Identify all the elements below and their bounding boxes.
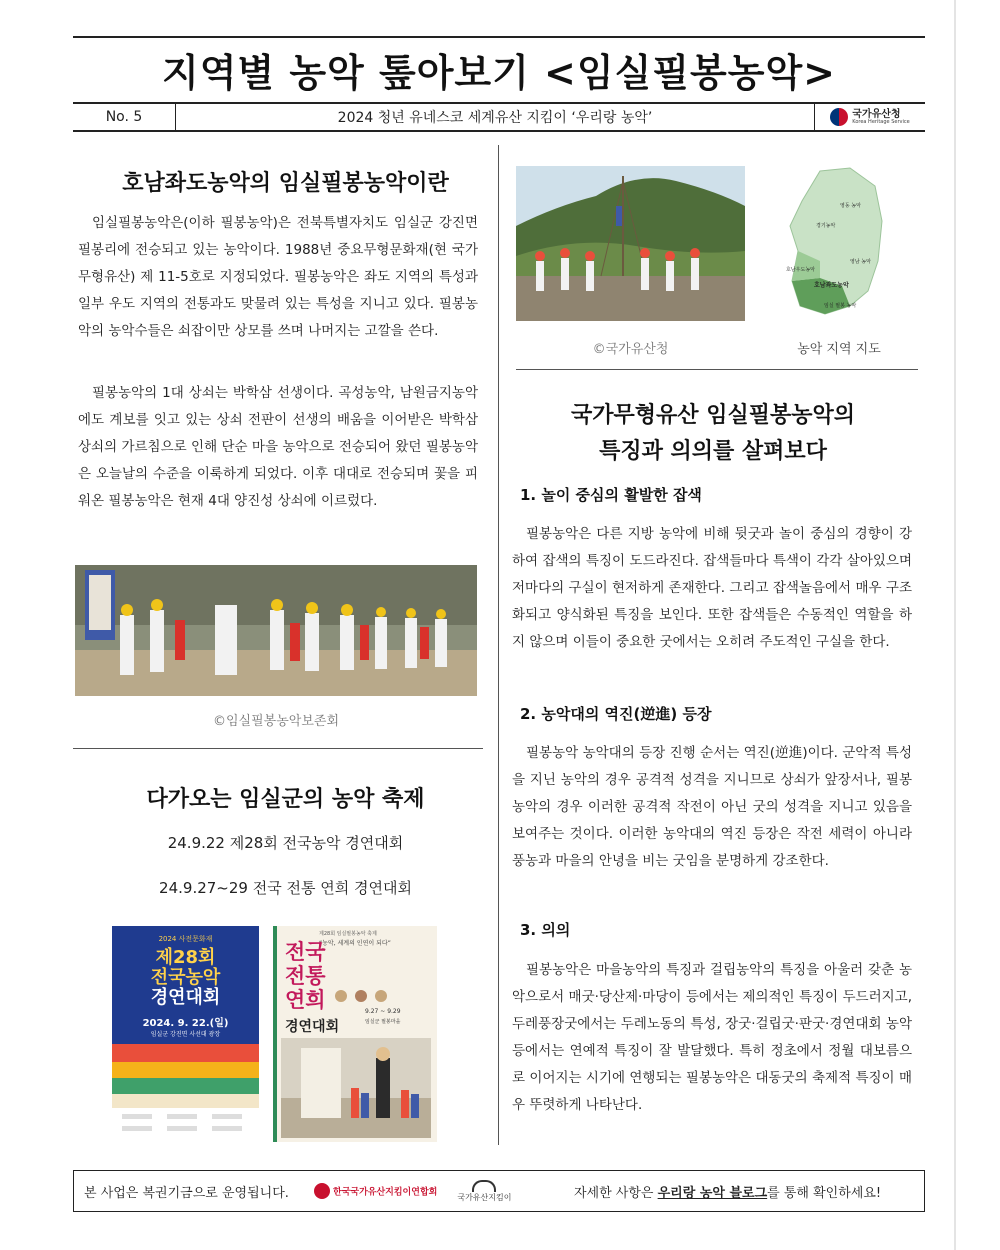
right-section-rule xyxy=(516,369,918,370)
map-label-yeongdong: 영동 농악 xyxy=(840,203,861,209)
footer-funding-note: 본 사업은 복권기금으로 운영됩니다. xyxy=(84,1185,289,1201)
poster2-title-4: 경연대회 xyxy=(285,1019,340,1035)
section-title-features-line-1: 국가무형유산 임실필봉농악의 xyxy=(571,403,855,428)
map-label-imsil-pilbong: 임실 필봉 농악 xyxy=(824,303,857,309)
section-title-features xyxy=(508,398,918,470)
festival-item-1: 24.9.22 제28회 전국농악 경연대회 xyxy=(167,834,404,852)
top-rule xyxy=(73,36,925,38)
page-edge xyxy=(954,0,956,1250)
poster-traditional-performance-contest xyxy=(273,926,437,1142)
poster1-illustration xyxy=(112,1044,259,1142)
footer-logos xyxy=(314,1180,564,1203)
section-title-features-line-2: 특징과 의의를 살펴보다 xyxy=(599,439,827,464)
poster1-date: 2024. 9. 22.(일) xyxy=(142,1018,229,1029)
map-caption: 농악 지역 지도 xyxy=(797,342,881,357)
column-divider xyxy=(498,145,499,1145)
map-label-honam-udo: 호남우도농악 xyxy=(786,267,815,273)
guardian-emblem-icon xyxy=(472,1180,496,1192)
poster2-title-3: 연희 xyxy=(285,988,326,1012)
series-title: 2024 청년 유네스코 세계유산 지킴이 ‘우리랑 농악’ xyxy=(337,110,653,126)
logo-english: Korea Heritage Service xyxy=(852,118,910,125)
feature-paragraph-1: 필봉농악은 다른 지방 농악에 비해 뒷굿과 놀이 중심의 경향이 강하여 잡색의 특징이 도드라진다. 잡색들마다 특색이 각각 살아있으며 저마다의 구실이 현저하게 존재한다. 그리고 잡색놀음에서 매우 구조화되고 양식화된 특징을 보인다. 또한 잡색들은 수동적인 역할을 하지 않으며 이들이 중요한 굿에서는 오히려 주도적인 구실을 한다. xyxy=(512,526,912,650)
performance-photo-left xyxy=(75,565,477,696)
left-section-rule xyxy=(73,748,483,749)
poster1-place: 임실군 강진면 사선대 광장 xyxy=(150,1031,221,1038)
poster2-date: 9.27 ~ 9.29 xyxy=(365,1008,401,1015)
poster2-title-1: 전국 xyxy=(285,940,326,964)
logo-korean: 국가유산청 xyxy=(852,108,901,120)
poster2-place: 임실군 필봉마을 xyxy=(365,1019,401,1025)
feature-paragraph-3: 필봉농악은 마을농악의 특징과 걸립농악의 특징을 아울러 갖춘 농악으로서 매굿·당산제·마당이 등에서는 제의적인 특징이 두드러지고, 두레풍장굿에서는 두레노동의 특성, 장굿·걸립굿·판굿·경연대회 농악 등에서는 연예적 특징이 잘 발달했다. 특히 정초에서 정월 대보름으로 이어지는 시기에 연행되는 필봉농악은 대동굿의 축제적 특징이 매우 뚜렷하게 나타난다. xyxy=(512,962,912,1113)
poster2-title-2: 전통 xyxy=(285,964,326,988)
section-title-festival: 다가오는 임실군의 농악 축제 xyxy=(146,787,425,812)
map-label-gyeonggi: 경기농악 xyxy=(816,223,836,229)
page-title: 지역별 농악 톺아보기 <임실필봉농악> xyxy=(162,51,836,95)
poster1-title-2: 전국농악 xyxy=(150,967,221,988)
poster2-illustration xyxy=(281,1038,431,1138)
info-bar xyxy=(73,102,925,132)
photo-caption-right: ©국가유산청 xyxy=(592,342,669,357)
blog-link[interactable]: 우리랑 농악 블로그 xyxy=(657,1185,768,1201)
poster-national-nongak-contest xyxy=(112,926,259,1142)
taegeuk-icon xyxy=(830,108,848,126)
poster1-title-3: 경연대회 xyxy=(150,987,221,1008)
poster2-top-text: 제28회 임실필봉농악 축제 xyxy=(319,931,377,937)
subheading-2: 2. 농악대의 역진(逆進) 등장 xyxy=(520,705,712,723)
photo-caption-left: ©임실필봉농악보존회 xyxy=(212,714,340,729)
nongak-region-map xyxy=(780,166,898,321)
footer-blog-note: 자세한 사항은 우리랑 농악 블로그를 통해 확인하세요! xyxy=(574,1185,882,1201)
subheading-3: 3. 의의 xyxy=(520,921,571,939)
heritage-guardian-logo: 국가유산지킴이 xyxy=(457,1180,511,1203)
map-label-honam-jwado: 호남좌도농악 xyxy=(814,282,849,289)
heritage-service-logo xyxy=(814,104,925,130)
map-label-yeongnam: 영남 농악 xyxy=(850,259,871,265)
poster1-top-text: 2024 사전문화재 xyxy=(158,935,213,943)
subheading-1: 1. 놀이 중심의 활발한 잡색 xyxy=(520,486,702,504)
section-title-intro: 호남좌도농악의 임실필봉농악이란 xyxy=(122,171,449,196)
feature-paragraph-2: 필봉농악 농악대의 등장 진행 순서는 역진(逆進)이다. 군악적 특성을 지닌 농악의 경우 공격적 성격을 지니므로 상쇠가 앞장서나, 필봉농악의 경우 이러한 공격적 작전이 아닌 굿의 성격을 지니고 있음을 보여주는 것이다. 이러한 농악대의 역진 등장은 작전 세력이 아니라 풍농과 마을의 안녕을 비는 굿임을 분명하게 강조한다. xyxy=(512,745,912,869)
intro-paragraph-1: 임실필봉농악은(이하 필봉농악)은 전북특별자치도 임실군 강진면 필봉리에 전승되고 있는 농악이다. 1988년 중요무형문화재(현 국가무형유산) 제 11-5호로 지정되었다. 필봉농악은 좌도 지역의 특성과 일부 우도 지역의 전통과도 맞물려 있는 특성을 지니고 있다. 필봉농악의 농악수들은 쇠잡이만 상모를 쓰며 나머지는 고깔을 쓴다. xyxy=(78,215,478,339)
federation-logo: 한국국가유산지킴이연합회 xyxy=(314,1183,437,1199)
issue-number: No. 5 xyxy=(73,104,176,130)
poster1-title-1: 제28회 xyxy=(155,947,216,968)
poster2-subtitle: “농악, 세계의 인연이 되다” xyxy=(319,940,391,947)
footer-bar xyxy=(73,1170,925,1212)
festival-item-2: 24.9.27~29 전국 전통 연희 경연대회 xyxy=(159,879,412,897)
federation-emblem-icon xyxy=(314,1183,330,1199)
poster2-performer-icons xyxy=(333,986,403,1008)
performance-photo-right xyxy=(516,166,745,321)
intro-paragraph-2: 필봉농악의 1대 상쇠는 박학삼 선생이다. 곡성농악, 남원금지농악에도 계보를 잇고 있는 상쇠 전판이 선생의 배움을 이어받은 박학삼 상쇠의 가르침으로 인해 단순 마을 농악으로 전승되어 왔던 필봉농악은 오늘날의 수준을 이룩하게 되었다. 이후 대대로 전승되며 꽃을 피워온 필봉농악은 현재 4대 양진성 상쇠에 이르렀다. xyxy=(78,385,478,509)
